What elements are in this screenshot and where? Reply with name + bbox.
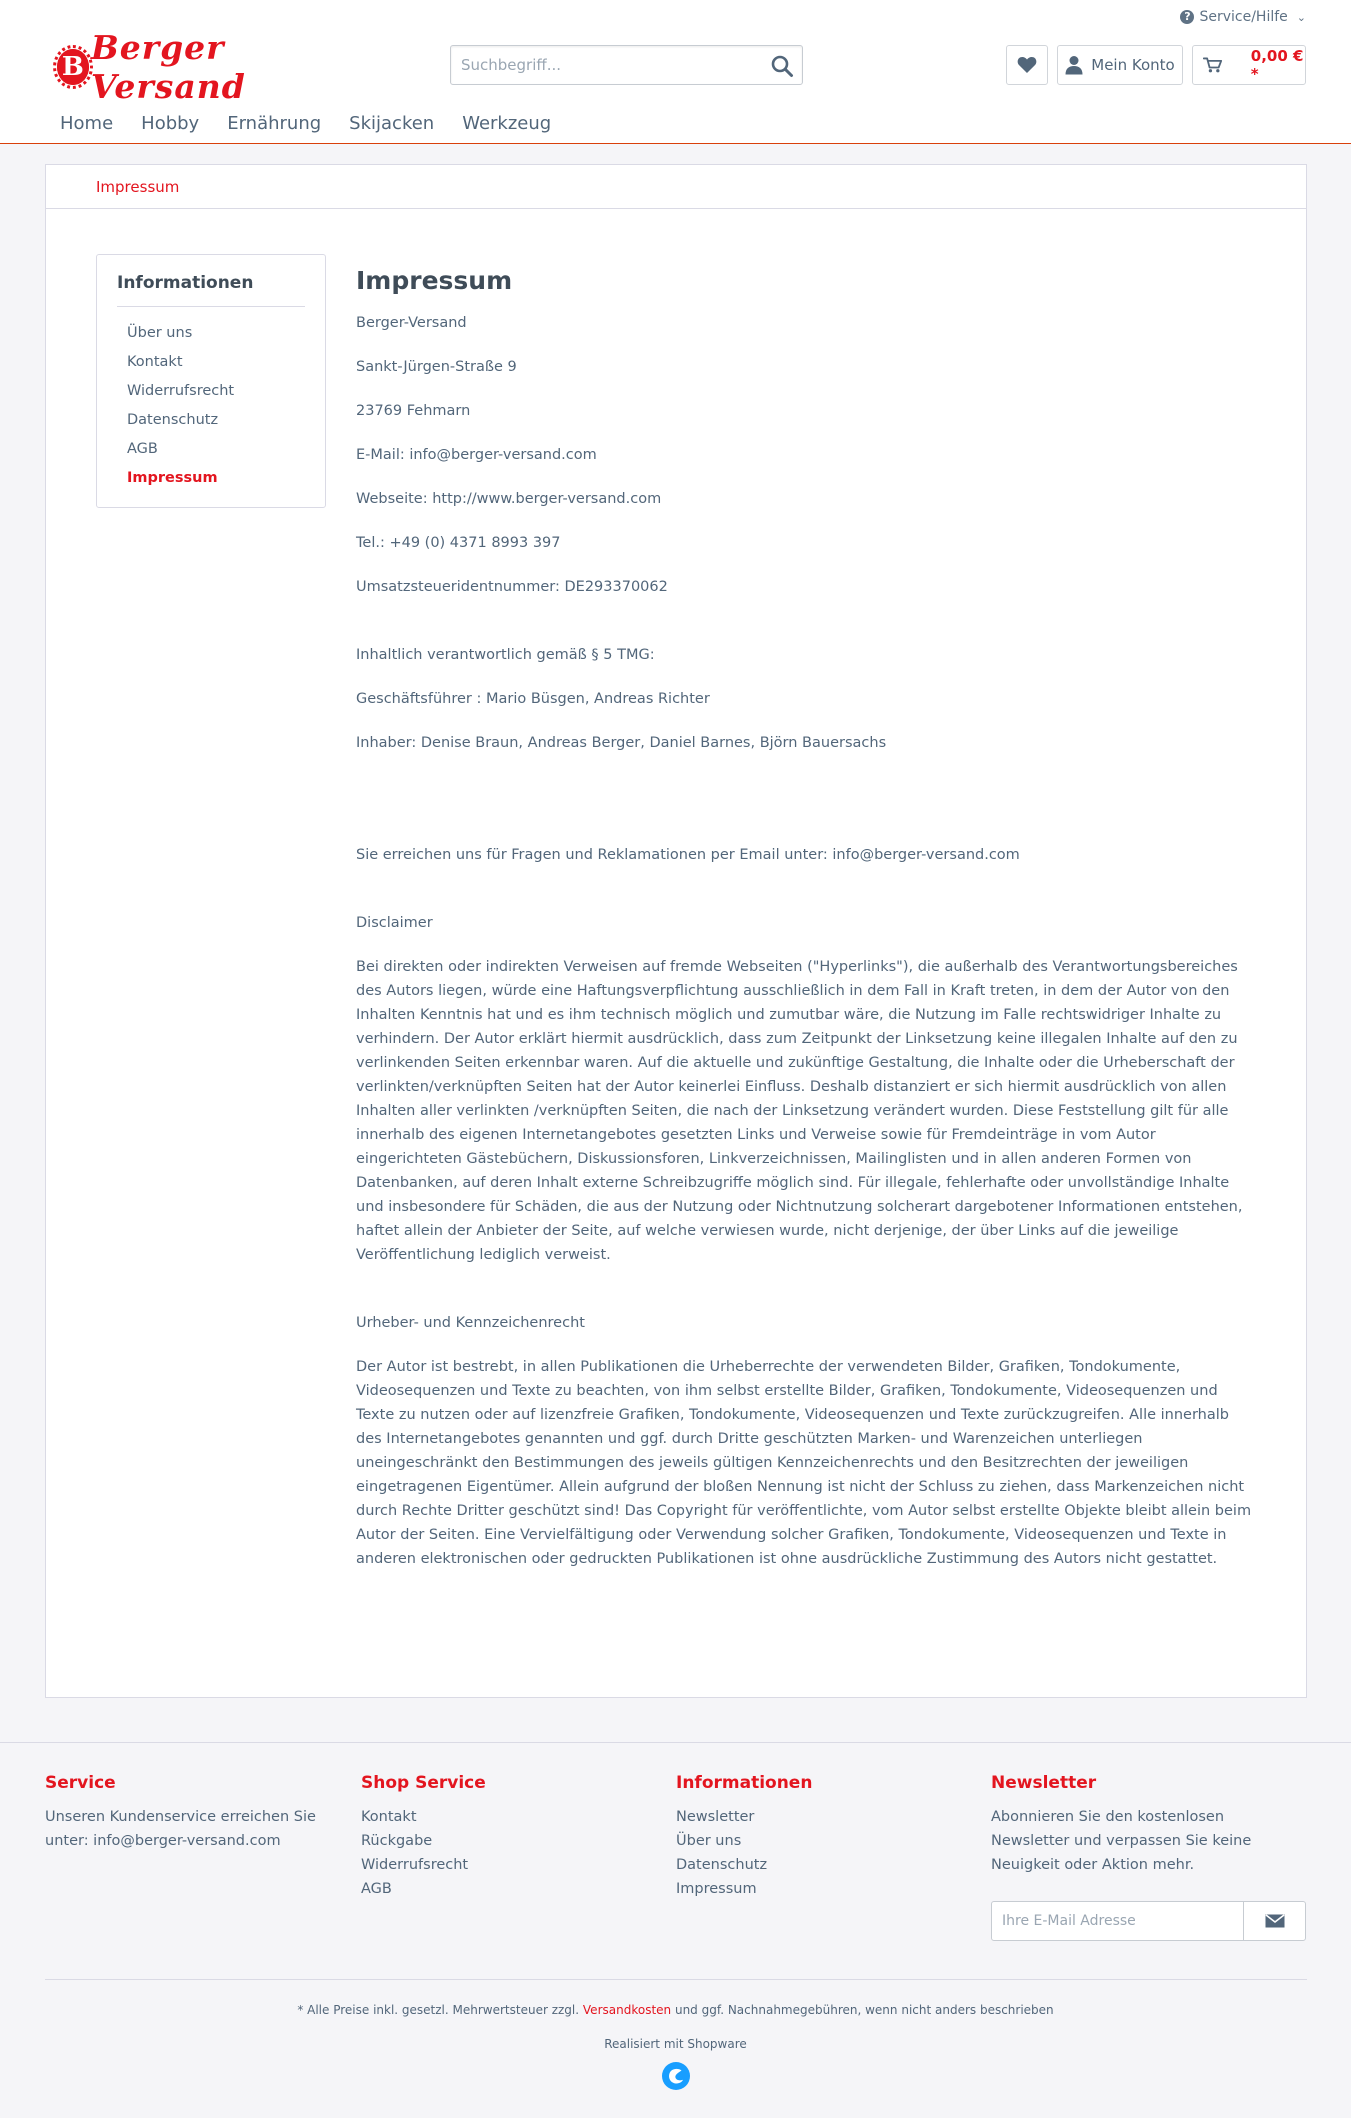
- footer-link-ueber-uns[interactable]: Über uns: [676, 1833, 742, 1849]
- site-header: [0, 0, 1351, 144]
- service-help-menu[interactable]: [1180, 7, 1306, 27]
- footer-info-column: [676, 1773, 976, 1901]
- footer-link-widerrufsrecht[interactable]: Widerrufsrecht: [361, 1857, 469, 1873]
- my-account-label: Mein Konto: [1091, 56, 1175, 74]
- sidebar-item-kontakt[interactable]: Kontakt: [127, 354, 183, 370]
- info-sidebar: [96, 254, 326, 508]
- footer-link-datenschutz[interactable]: Datenschutz: [676, 1857, 768, 1873]
- vat-id-line: Umsatzsteueridentnummer: DE293370062: [356, 579, 668, 595]
- user-icon: [1065, 55, 1083, 75]
- nav-item-werkzeug[interactable]: Werkzeug: [462, 113, 552, 134]
- city-address: 23769 Fehmarn: [356, 403, 471, 419]
- service-help-label: Service/Hilfe: [1199, 9, 1288, 25]
- envelope-icon: [1265, 1914, 1285, 1928]
- cart-icon: [1203, 55, 1223, 75]
- footer-shop-service-title: Shop Service: [361, 1773, 486, 1793]
- footer-newsletter-text: Abonnieren Sie den kostenlosen Newsletter und verpassen Sie keine Neuigkeit oder Aktion mehr.: [991, 1809, 1252, 1873]
- contact-note: Sie erreichen uns für Fragen und Reklamationen per Email unter: info@berger-versand.com: [356, 847, 1020, 863]
- shipping-costs-link[interactable]: Versandkosten: [582, 2003, 672, 2017]
- wishlist-button[interactable]: [1006, 45, 1048, 85]
- impressum-article: [356, 265, 1256, 1591]
- sidebar-title: Informationen: [117, 273, 305, 307]
- sidebar-list: [97, 307, 325, 493]
- logo-text: Berger Versand: [90, 28, 246, 106]
- vat-note: [0, 2003, 1351, 2017]
- footer-link-newsletter[interactable]: Newsletter: [676, 1809, 755, 1825]
- footer-service-title: Service: [45, 1773, 116, 1793]
- nav-item-skijacken[interactable]: Skijacken: [349, 113, 435, 134]
- vat-note-before: * Alle Preise inkl. gesetzl. Mehrwertsteuer zzgl.: [297, 2003, 580, 2017]
- footer-link-rueckgabe[interactable]: Rückgabe: [361, 1833, 433, 1849]
- footer-service-column: [45, 1773, 355, 1853]
- managers-line: Geschäftsführer : Mario Büsgen, Andreas Richter: [356, 691, 710, 707]
- search-input[interactable]: [451, 46, 751, 84]
- footer-link-kontakt[interactable]: Kontakt: [361, 1809, 417, 1825]
- street-address: Sankt-Jürgen-Straße 9: [356, 359, 517, 375]
- cart-button[interactable]: [1192, 45, 1306, 85]
- sidebar-item-agb[interactable]: AGB: [127, 441, 158, 457]
- breadcrumb-item-impressum[interactable]: Impressum: [96, 178, 180, 196]
- site-logo[interactable]: [57, 28, 357, 106]
- nav-item-hobby[interactable]: Hobby: [141, 113, 200, 134]
- question-circle-icon: ?: [1180, 10, 1194, 24]
- footer-link-agb[interactable]: AGB: [361, 1881, 392, 1897]
- phone-line: Tel.: +49 (0) 4371 8993 397: [356, 535, 561, 551]
- newsletter-form: [991, 1901, 1306, 1941]
- responsible-line: Inhaltlich verantwortlich gemäß § 5 TMG:: [356, 647, 655, 663]
- footer-service-text: Unseren Kundenservice erreichen Sie unter: info@berger-versand.com: [45, 1809, 316, 1849]
- owners-line: Inhaber: Denise Braun, Andreas Berger, Daniel Barnes, Björn Bauersachs: [356, 735, 887, 751]
- my-account-button[interactable]: [1057, 45, 1183, 85]
- copyright-text: Der Autor ist bestrebt, in allen Publikationen die Urheberrechte der verwendeten Bilder, Grafiken, Tondokumente, Videosequenzen und Texte zu beachten, von ihm selbst erstellte Bilder, Grafiken, Tondokumente, Videosequenzen und Texte zu nutzen oder auf lizenzfreie Grafiken, Tondokumente, Videosequenzen und Texte zurückzugreifen. Alle innerhalb des Internetangebotes genannten und ggf. durch Dritte geschützten Marken- und Warenzeichen unterliegen uneingeschränkt den Bestimmungen des jeweils gültigen Kennzeichenrechts und den Besitzrechten der jeweiligen eingetragenen Eigentümer. Allein aufgrund der bloßen Nennung ist nicht der Schluss zu ziehen, dass Markenzeichen nicht durch Rechte Dritter geschützt sind! Das Copyright für veröffentlichte, vom Autor selbst erstellte Objekte bleibt allein beim Autor der Seiten. Eine Vervielfältigung oder Verwendung solcher Grafiken, Tondokumente, Videosequenzen und Texte in anderen elektronischen oder gedruckten Publikationen ist ohne ausdrückliche Zustimmung des Autors nicht gestattet.: [356, 1359, 1252, 1567]
- nav-item-home[interactable]: Home: [60, 113, 114, 134]
- footer-divider: [45, 1979, 1307, 1980]
- main-navigation: [60, 110, 551, 138]
- logo-badge: B: [57, 49, 89, 85]
- newsletter-submit-button[interactable]: [1243, 1902, 1305, 1940]
- search-button[interactable]: [770, 54, 794, 78]
- search-form: [450, 45, 803, 85]
- sidebar-item-ueber-uns[interactable]: Über uns: [127, 325, 193, 341]
- search-icon: [770, 54, 794, 78]
- powered-by: Realisiert mit Shopware: [604, 2037, 747, 2051]
- sidebar-item-datenschutz[interactable]: Datenschutz: [127, 412, 219, 428]
- footer-shop-service-column: [361, 1773, 661, 1901]
- shopware-icon: [661, 2061, 691, 2091]
- chevron-down-icon: ⌄: [1296, 10, 1306, 24]
- sidebar-item-impressum[interactable]: Impressum: [127, 470, 218, 486]
- page-title: Impressum: [356, 266, 513, 295]
- footer-info-title: Informationen: [676, 1773, 813, 1793]
- disclaimer-heading: Disclaimer: [356, 915, 433, 931]
- copyright-heading: Urheber- und Kennzeichenrecht: [356, 1315, 585, 1331]
- email-line: E-Mail: info@berger-versand.com: [356, 447, 597, 463]
- newsletter-email-input[interactable]: [992, 1902, 1242, 1940]
- site-footer: [0, 1742, 1351, 2118]
- website-line: Webseite: http://www.berger-versand.com: [356, 491, 662, 507]
- vat-note-after: und ggf. Nachnahmegebühren, wenn nicht anders beschrieben: [674, 2003, 1054, 2017]
- breadcrumb: [46, 165, 1306, 209]
- content-card: [45, 164, 1307, 1698]
- heart-icon: [1017, 56, 1037, 74]
- cart-total: 0,00 € *: [1250, 47, 1304, 83]
- nav-item-ernaehrung[interactable]: Ernährung: [227, 113, 322, 134]
- footer-newsletter-column: [991, 1773, 1307, 1877]
- company-name: Berger-Versand: [356, 315, 467, 331]
- disclaimer-text: Bei direkten oder indirekten Verweisen auf fremde Webseiten ("Hyperlinks"), die außerhalb des Verantwortungsbereiches des Autors liegen, würde eine Haftungsverpflichtung ausschließlich in dem Fall in Kraft treten, in dem der Autor von den Inhalten Kenntnis hat und es ihm technisch möglich und zumutbar wäre, die Nutzung im Falle rechtswidriger Inhalte zu verhindern. Der Autor erklärt hiermit ausdrücklich, dass zum Zeitpunkt der Linksetzung keine illegalen Inhalte auf den zu verlinkenden Seiten erkennbar waren. Auf die aktuelle und zukünftige Gestaltung, die Inhalte oder die Urheberschaft der verlinkten/verknüpften Seiten hat der Autor keinerlei Einfluss. Deshalb distanziert er sich hiermit ausdrücklich von allen Inhalten aller verlinkten /verknüpften Seiten, die nach der Linksetzung verändert wurden. Diese Feststellung gilt für alle innerhalb des eigenen Internetangebotes gesetzten Links und Verweise sowie für Fremdeinträge in vom Autor eingerichteten Gästebüchern, Diskussionsforen, Linkverzeichnissen, Mailinglisten und in allen anderen Formen von Datenbanken, auf deren Inhalt externe Schreibzugriffe möglich sind. Für illegale, fehlerhafte oder unvollständige Inhalte und insbesondere für Schäden, die aus der Nutzung oder Nichtnutzung solcherart dargebotener Informationen entstehen, haftet allein der Anbieter der Seite, auf welche verwiesen wurde, nicht derjenige, der über Links auf die jeweilige Veröffentlichung lediglich verweist.: [356, 959, 1243, 1263]
- sidebar-item-widerrufsrecht[interactable]: Widerrufsrecht: [127, 383, 235, 399]
- footer-link-impressum[interactable]: Impressum: [676, 1881, 757, 1897]
- shopware-logo-link[interactable]: [661, 2061, 691, 2091]
- footer-newsletter-title: Newsletter: [991, 1773, 1097, 1793]
